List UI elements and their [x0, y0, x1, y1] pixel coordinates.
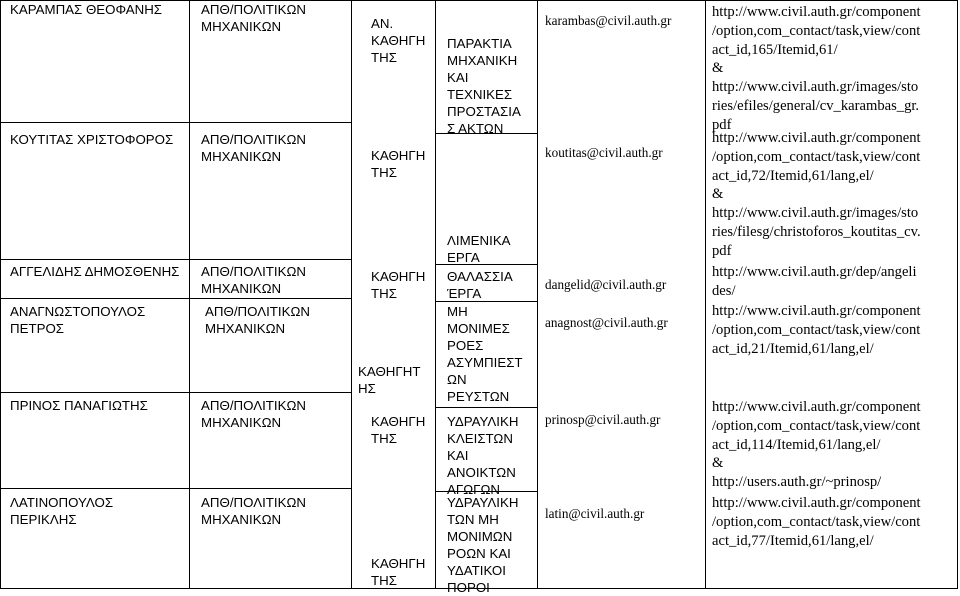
- research-field: ΜΗ ΜΟΝΙΜΕΣ ΡΟΕΣ ΑΣΥΜΠΙΕΣΤ ΩΝ ΡΕΥΣΤΩΝ: [447, 304, 523, 404]
- department: ΑΠΘ/ΠΟΛΙΤΙΚΩΝ ΜΗΧΑΝΙΚΩΝ: [201, 132, 307, 164]
- row-border: [0, 122, 351, 123]
- profile-links[interactable]: http://www.civil.auth.gr/component /option,com_contact/task,view/cont act_id,72/Itemid,61/lang,el/ & http://www.civil.auth.gr/images/sto ries/filesg/christoforos_koutitas_cv. pdf: [712, 130, 921, 259]
- academic-rank: ΚΑΘΗΓΗΤ ΗΣ: [358, 364, 421, 396]
- person-name: ΛΑΤΙΝΟΠΟΥΛΟΣ ΠΕΡΙΚΛΗΣ: [10, 495, 114, 527]
- email-link[interactable]: prinosp@civil.auth.gr: [545, 412, 661, 427]
- column-border: [0, 0, 1, 589]
- profile-links[interactable]: http://www.civil.auth.gr/component /option,com_contact/task,view/cont act_id,77/Itemid,61/lang,el/: [712, 495, 921, 549]
- academic-rank: ΚΑΘΗΓΗ ΤΗΣ: [371, 556, 426, 588]
- profile-links[interactable]: http://www.civil.auth.gr/component /option,com_contact/task,view/cont act_id,165/Itemid,61/ & http://www.civil.auth.gr/images/sto ries/efiles/general/cv_karambas_gr. pdf: [712, 4, 921, 133]
- email-link[interactable]: karambas@civil.auth.gr: [545, 13, 672, 28]
- row-border: [435, 407, 537, 408]
- department: ΑΠΘ/ΠΟΛΙΤΙΚΩΝ ΜΗΧΑΝΙΚΩΝ: [201, 264, 307, 296]
- person-name: ΚΟΥΤΙΤΑΣ ΧΡΙΣΤΟΦΟΡΟΣ: [10, 132, 174, 147]
- academic-rank: ΚΑΘΗΓΗ ΤΗΣ: [371, 269, 426, 301]
- research-field: ΘΑΛΑΣΣΙΑ ΈΡΓΑ: [447, 269, 513, 301]
- column-border: [351, 0, 352, 589]
- research-field: ΛΙΜΕΝΙΚΑ ΕΡΓΑ: [447, 233, 511, 265]
- profile-links[interactable]: http://www.civil.auth.gr/component /option,com_contact/task,view/cont act_id,21/Itemid,61/lang,el/: [712, 303, 921, 357]
- academic-rank: ΑΝ. ΚΑΘΗΓΗ ΤΗΣ: [371, 16, 426, 65]
- profile-links[interactable]: http://www.civil.auth.gr/component /option,com_contact/task,view/cont act_id,114/Itemid,61/lang,el/ & http://users.auth.gr/~prinosp/: [712, 399, 921, 491]
- academic-rank: ΚΑΘΗΓΗ ΤΗΣ: [371, 148, 426, 180]
- academic-rank: ΚΑΘΗΓΗ ΤΗΣ: [371, 414, 426, 446]
- row-border: [0, 298, 351, 299]
- department: ΑΠΘ/ΠΟΛΙΤΙΚΩΝ ΜΗΧΑΝΙΚΩΝ: [201, 2, 307, 34]
- department: ΑΠΘ/ΠΟΛΙΤΙΚΩΝ ΜΗΧΑΝΙΚΩΝ: [201, 398, 307, 430]
- column-border: [957, 0, 958, 589]
- person-name: ΚΑΡΑΜΠΑΣ ΘΕΟΦΑΝΗΣ: [10, 2, 163, 17]
- email-link[interactable]: dangelid@civil.auth.gr: [545, 277, 667, 292]
- row-border: [0, 259, 351, 260]
- column-border: [537, 0, 538, 589]
- department: ΑΠΘ/ΠΟΛΙΤΙΚΩΝ ΜΗΧΑΝΙΚΩΝ: [205, 304, 311, 336]
- email-link[interactable]: anagnost@civil.auth.gr: [545, 315, 668, 330]
- email-link[interactable]: koutitas@civil.auth.gr: [545, 145, 663, 160]
- column-border: [435, 0, 436, 589]
- department: ΑΠΘ/ΠΟΛΙΤΙΚΩΝ ΜΗΧΑΝΙΚΩΝ: [201, 495, 307, 527]
- row-border: [0, 488, 351, 489]
- person-name: ΑΝΑΓΝΩΣΤΟΠΟΥΛΟΣ ΠΕΤΡΟΣ: [10, 304, 146, 336]
- row-border: [0, 392, 351, 393]
- person-name: ΠΡΙΝΟΣ ΠΑΝΑΓΙΩΤΗΣ: [10, 398, 148, 413]
- research-field: ΥΔΡΑΥΛΙΚΗ ΚΛΕΙΣΤΩΝ ΚΑΙ ΑΝΟΙΚΤΩΝ ΑΓΩΓΩΝ: [447, 414, 519, 497]
- email-link[interactable]: latin@civil.auth.gr: [545, 506, 645, 521]
- research-field: ΥΔΡΑΥΛΙΚΗ ΤΩΝ ΜΗ ΜΟΝΙΜΩΝ ΡΟΩΝ ΚΑΙ ΥΔΑΤΙΚΟΙ ΠΟΡΟΙ: [447, 495, 519, 595]
- column-border: [189, 0, 190, 589]
- research-field: ΠΑΡΑΚΤΙΑ ΜΗΧΑΝΙΚΗ ΚΑΙ ΤΕΧΝΙΚΕΣ ΠΡΟΣΤΑΣΙΑ Σ ΑΚΤΩΝ: [447, 36, 521, 136]
- person-name: ΑΓΓΕΛΙΔΗΣ ΔΗΜΟΣΘΕΝΗΣ: [10, 264, 180, 279]
- profile-links[interactable]: http://www.civil.auth.gr/dep/angeli des/: [712, 264, 917, 299]
- column-border: [705, 0, 706, 589]
